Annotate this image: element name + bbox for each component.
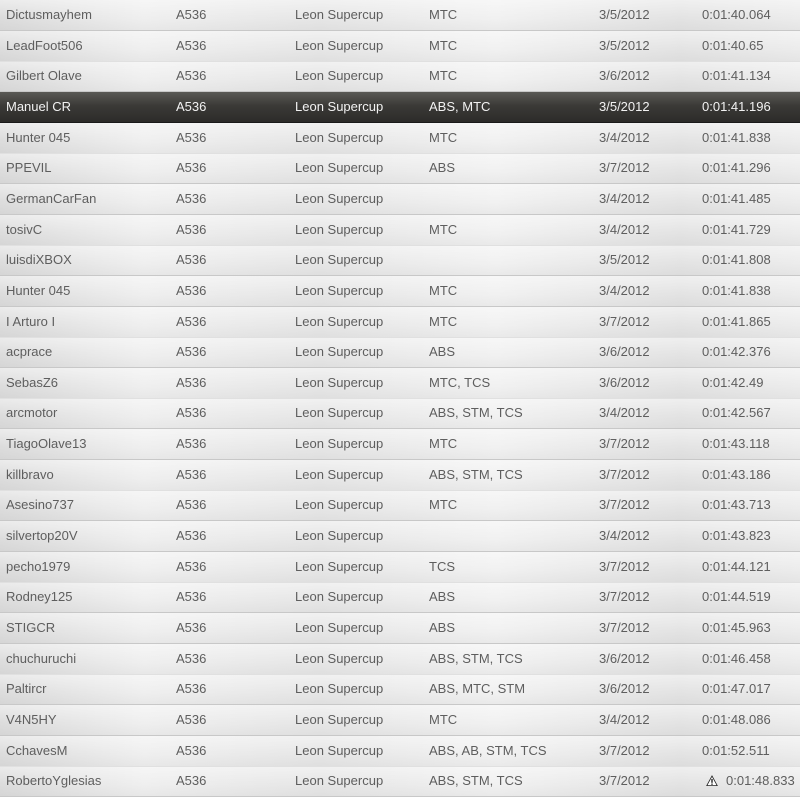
leaderboard-row[interactable] [0, 245, 800, 276]
car-class: A536 [176, 712, 207, 727]
leaderboard-row[interactable] [0, 613, 800, 644]
assists: MTC [429, 68, 458, 83]
car-class: A536 [176, 620, 207, 635]
car-class: A536 [176, 130, 207, 145]
assists: ABS, MTC, STM [429, 681, 526, 696]
lap-time: 0:01:41.865 [702, 314, 771, 329]
driver-name: V4N5HY [6, 712, 57, 727]
leaderboard-row[interactable] [0, 307, 800, 338]
series-name: Leon Supercup [295, 528, 384, 543]
lap-time: 0:01:43.823 [702, 528, 771, 543]
leaderboard-row[interactable] [0, 766, 800, 797]
driver-name: PPEVIL [6, 160, 52, 175]
assists: ABS, MTC [429, 99, 491, 114]
driver-name: Manuel CR [6, 99, 72, 114]
lap-date: 3/6/2012 [599, 651, 650, 666]
assists: ABS, STM, TCS [429, 467, 523, 482]
lap-date: 3/4/2012 [599, 191, 650, 206]
lap-time: 0:01:40.65 [702, 38, 764, 53]
assists: ABS [429, 620, 456, 635]
car-class: A536 [176, 99, 207, 114]
lap-time: 0:01:41.729 [702, 222, 771, 237]
car-class: A536 [176, 38, 207, 53]
lap-time: 0:01:42.567 [702, 405, 771, 420]
driver-name: Hunter 045 [6, 283, 71, 298]
assists: ABS, STM, TCS [429, 773, 523, 788]
lap-date: 3/5/2012 [599, 7, 650, 22]
series-name: Leon Supercup [295, 651, 384, 666]
assists: MTC [429, 222, 458, 237]
car-class: A536 [176, 436, 207, 451]
lap-date: 3/7/2012 [599, 160, 650, 175]
leaderboard-row[interactable] [0, 61, 800, 92]
lap-date: 3/7/2012 [599, 314, 650, 329]
lap-time: 0:01:41.196 [702, 99, 771, 114]
lap-time: 0:01:47.017 [702, 681, 771, 696]
series-name: Leon Supercup [295, 99, 384, 114]
assists: ABS [429, 160, 456, 175]
leaderboard-row[interactable] [0, 92, 800, 123]
lap-time: 0:01:41.838 [702, 130, 771, 145]
assists: MTC [429, 130, 458, 145]
car-class: A536 [176, 160, 207, 175]
car-class: A536 [176, 559, 207, 574]
warning-icon [706, 775, 718, 787]
driver-name: Dictusmayhem [6, 7, 92, 22]
leaderboard-row[interactable] [0, 398, 800, 429]
leaderboard-row[interactable] [0, 184, 800, 215]
series-name: Leon Supercup [295, 314, 384, 329]
driver-name: RobertoYglesias [6, 773, 102, 788]
series-name: Leon Supercup [295, 283, 384, 298]
lap-date: 3/4/2012 [599, 222, 650, 237]
series-name: Leon Supercup [295, 38, 384, 53]
driver-name: luisdiXBOX [6, 252, 72, 267]
lap-date: 3/7/2012 [599, 436, 650, 451]
lap-date: 3/6/2012 [599, 68, 650, 83]
series-name: Leon Supercup [295, 589, 384, 604]
series-name: Leon Supercup [295, 436, 384, 451]
driver-name: TiagoOlave13 [6, 436, 87, 451]
series-name: Leon Supercup [295, 743, 384, 758]
assists: MTC [429, 38, 458, 53]
lap-date: 3/5/2012 [599, 38, 650, 53]
lap-time: 0:01:42.49 [702, 375, 764, 390]
car-class: A536 [176, 528, 207, 543]
series-name: Leon Supercup [295, 7, 384, 22]
leaderboard-row[interactable] [0, 276, 800, 307]
lap-time: 0:01:44.121 [702, 559, 771, 574]
driver-name: GermanCarFan [6, 191, 97, 206]
lap-date: 3/6/2012 [599, 375, 650, 390]
lap-date: 3/7/2012 [599, 620, 650, 635]
lap-date: 3/7/2012 [599, 467, 650, 482]
car-class: A536 [176, 467, 207, 482]
driver-name: killbravo [6, 467, 54, 482]
car-class: A536 [176, 283, 207, 298]
leaderboard-row[interactable] [0, 490, 800, 521]
series-name: Leon Supercup [295, 222, 384, 237]
series-name: Leon Supercup [295, 405, 384, 420]
lap-time: 0:01:41.808 [702, 252, 771, 267]
driver-name: LeadFoot506 [6, 38, 83, 53]
lap-date: 3/4/2012 [599, 283, 650, 298]
lap-time: 0:01:48.833 [726, 773, 795, 788]
assists: MTC [429, 436, 458, 451]
leaderboard-row[interactable] [0, 674, 800, 705]
driver-name: silvertop20V [6, 528, 78, 543]
assists: MTC [429, 7, 458, 22]
series-name: Leon Supercup [295, 681, 384, 696]
leaderboard-row[interactable] [0, 0, 800, 31]
lap-date: 3/4/2012 [599, 712, 650, 727]
series-name: Leon Supercup [295, 344, 384, 359]
car-class: A536 [176, 344, 207, 359]
assists: ABS, STM, TCS [429, 405, 523, 420]
assists: ABS [429, 344, 456, 359]
leaderboard-row[interactable] [0, 644, 800, 675]
lap-time: 0:01:43.118 [702, 436, 770, 451]
driver-name: tosivC [6, 222, 43, 237]
car-class: A536 [176, 589, 207, 604]
leaderboard-row[interactable] [0, 215, 800, 246]
driver-name: Rodney125 [6, 589, 73, 604]
series-name: Leon Supercup [295, 712, 384, 727]
car-class: A536 [176, 191, 207, 206]
series-name: Leon Supercup [295, 191, 384, 206]
series-name: Leon Supercup [295, 375, 384, 390]
assists: ABS [429, 589, 456, 604]
driver-name: Paltircr [6, 681, 47, 696]
series-name: Leon Supercup [295, 620, 384, 635]
lap-time: 0:01:42.376 [702, 344, 771, 359]
lap-date: 3/7/2012 [599, 559, 650, 574]
leaderboard-row[interactable] [0, 31, 800, 62]
leaderboard-row[interactable] [0, 429, 800, 460]
car-class: A536 [176, 252, 207, 267]
assists: TCS [429, 559, 455, 574]
lap-date: 3/6/2012 [599, 344, 650, 359]
assists: ABS, STM, TCS [429, 651, 523, 666]
car-class: A536 [176, 773, 207, 788]
lap-time: 0:01:41.296 [702, 160, 771, 175]
series-name: Leon Supercup [295, 497, 384, 512]
car-class: A536 [176, 68, 207, 83]
leaderboard-row[interactable] [0, 460, 800, 491]
car-class: A536 [176, 314, 207, 329]
leaderboard-row[interactable] [0, 521, 800, 552]
lap-time: 0:01:40.064 [702, 7, 771, 22]
lap-date: 3/7/2012 [599, 589, 650, 604]
driver-name: I Arturo I [6, 314, 56, 329]
series-name: Leon Supercup [295, 559, 384, 574]
assists: MTC, TCS [429, 375, 491, 390]
leaderboard-row[interactable] [0, 153, 800, 184]
lap-time: 0:01:44.519 [702, 589, 771, 604]
car-class: A536 [176, 681, 207, 696]
car-class: A536 [176, 497, 207, 512]
lap-date: 3/4/2012 [599, 130, 650, 145]
car-class: A536 [176, 7, 207, 22]
series-name: Leon Supercup [295, 68, 384, 83]
driver-name: arcmotor [6, 405, 58, 420]
series-name: Leon Supercup [295, 252, 384, 267]
series-name: Leon Supercup [295, 130, 384, 145]
driver-name: SebasZ6 [6, 375, 59, 390]
lap-time: 0:01:48.086 [702, 712, 771, 727]
lap-time: 0:01:41.485 [702, 191, 771, 206]
lap-date: 3/5/2012 [599, 252, 650, 267]
lap-time: 0:01:43.713 [702, 497, 771, 512]
driver-name: STIGCR [6, 620, 56, 635]
lap-date: 3/7/2012 [599, 743, 650, 758]
driver-name: chuchuruchi [6, 651, 77, 666]
car-class: A536 [176, 651, 207, 666]
assists: ABS, AB, STM, TCS [429, 743, 547, 758]
car-class: A536 [176, 743, 207, 758]
lap-date: 3/4/2012 [599, 528, 650, 543]
car-class: A536 [176, 375, 207, 390]
lap-time: 0:01:43.186 [702, 467, 771, 482]
driver-name: acprace [6, 344, 53, 359]
lap-date: 3/7/2012 [599, 773, 650, 788]
assists: MTC [429, 314, 458, 329]
leaderboard-row[interactable] [0, 705, 800, 736]
lap-date: 3/4/2012 [599, 405, 650, 420]
leaderboard-row[interactable] [0, 552, 800, 583]
lap-date: 3/7/2012 [599, 497, 650, 512]
series-name: Leon Supercup [295, 467, 384, 482]
leaderboard-row[interactable] [0, 123, 800, 154]
lap-time: 0:01:46.458 [702, 651, 771, 666]
leaderboard-row[interactable] [0, 337, 800, 368]
series-name: Leon Supercup [295, 773, 384, 788]
assists: MTC [429, 712, 458, 727]
series-name: Leon Supercup [295, 160, 384, 175]
lap-time: 0:01:41.838 [702, 283, 771, 298]
car-class: A536 [176, 222, 207, 237]
driver-name: Asesino737 [6, 497, 74, 512]
leaderboard-row[interactable] [0, 582, 800, 613]
leaderboard-row[interactable] [0, 736, 800, 767]
lap-date: 3/5/2012 [599, 99, 650, 114]
assists: MTC [429, 497, 458, 512]
assists: MTC [429, 283, 458, 298]
leaderboard-row[interactable] [0, 368, 800, 399]
driver-name: CchavesM [6, 743, 68, 758]
driver-name: Hunter 045 [6, 130, 71, 145]
driver-name: pecho1979 [6, 559, 71, 574]
lap-time: 0:01:45.963 [702, 620, 771, 635]
driver-name: Gilbert Olave [6, 68, 82, 83]
lap-time: 0:01:52.511 [702, 743, 770, 758]
lap-time: 0:01:41.134 [702, 68, 771, 83]
car-class: A536 [176, 405, 207, 420]
lap-date: 3/6/2012 [599, 681, 650, 696]
